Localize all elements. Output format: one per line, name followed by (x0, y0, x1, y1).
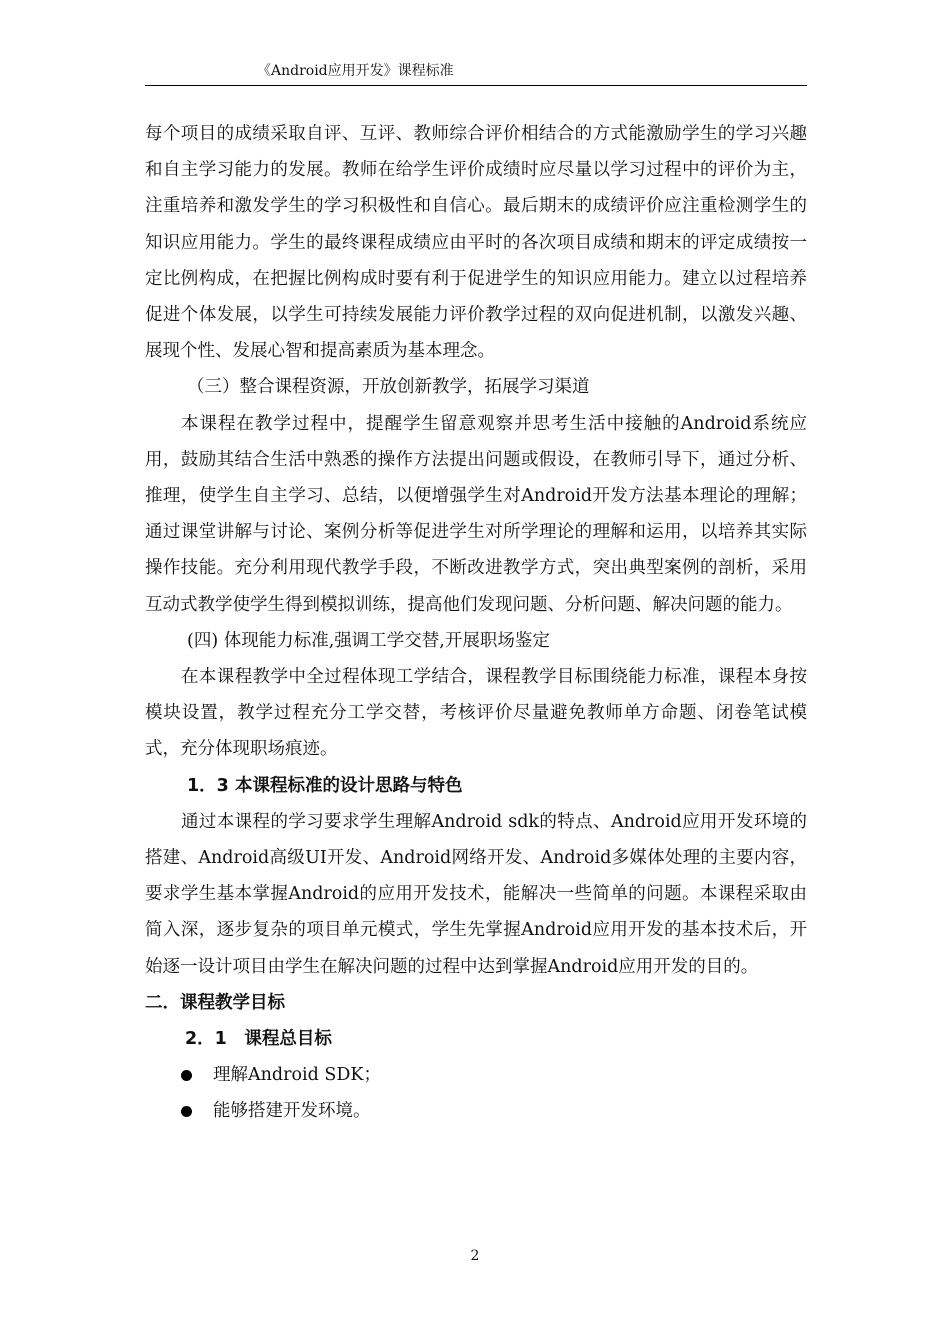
header-title: 《Android应用开发》课程标准 (257, 63, 454, 79)
heading-section-4: (四) 体现能力标准,强调工学交替,开展职场鉴定 (187, 630, 550, 651)
bullet-text: 理解Android SDK； (213, 1065, 381, 1086)
page-header (145, 60, 807, 86)
heading-section-3: （三）整合课程资源，开放创新教学，拓展学习渠道 (187, 377, 590, 398)
heading-chapter-2: 二．课程教学目标 (145, 992, 285, 1013)
bullet-icon (181, 1106, 192, 1117)
paragraph-resources: 本课程在教学过程中，提醒学生留意观察并思考生活中接触的Android系统应用，鼓励其结合生活中熟悉的操作方法提出问题或假设，在教师引导下，通过分析、推理，使学生自主学习、总结，以便增强学生对Android开发方法基本理论的理解；通过课堂讲解与讨论、案例分析等促进学生对所学理论的理解和运用，以培养其实际操作技能。充分利用现代教学手段，不断改进教学方式，突出典型案例的剖析，采用互动式教学使学生得到模拟训练，提高他们发现问题、分析问题、解决问题的能力。 (145, 413, 807, 615)
paragraph-evaluation: 每个项目的成绩采取自评、互评、教师综合评价相结合的方式能激励学生的学习兴趣和自主学习能力的发展。教师在给学生评价成绩时应尽量以学习过程中的评价为主，注重培养和激发学生的学习积极性和自信心。最后期末的成绩评价应注重检测学生的知识应用能力。学生的最终课程成绩应由平时的各次项目成绩和期末的评定成绩按一定比例构成，在把握比例构成时要有利于促进学生的知识应用能力。建立以过程培养促进个体发展，以学生可持续发展能力评价教学过程的双向促进机制，以激发兴趣、展现个性、发展心智和提高素质为基本理念。 (145, 124, 807, 362)
bullet-item (145, 1093, 807, 1129)
paragraph-ability: 在本课程教学中全过程体现工学结合，课程教学目标围绕能力标准，课程本身按模块设置，教学过程充分工学交替，考核评价尽量避免教师单方命题、闭卷笔试模式，充分体现职场痕迹。 (145, 667, 807, 760)
bullet-item (145, 1057, 807, 1093)
paragraph-design: 通过本课程的学习要求学生理解Android sdk的特点、Android应用开发环境的搭建、Android高级UI开发、Android网络开发、Android多媒体处理的主要内容，要求学生基本掌握Android的应用开发技术，能解决一些简单的问题。本课程采取由简入深，逐步复杂的项目单元模式，学生先掌握Android应用开发的基本技术后，开始逐一设计项目由学生在解决问题的过程中达到掌握Android应用开发的目的。 (145, 811, 807, 977)
heading-1-3: 1．3 本课程标准的设计思路与特色 (187, 775, 463, 796)
bullet-icon (181, 1070, 192, 1081)
bullet-text: 能够搭建开发环境。 (213, 1101, 371, 1122)
page-number: 2 (470, 1248, 480, 1264)
document-body (145, 116, 807, 1130)
heading-2-1: 2．1 课程总目标 (185, 1029, 332, 1050)
